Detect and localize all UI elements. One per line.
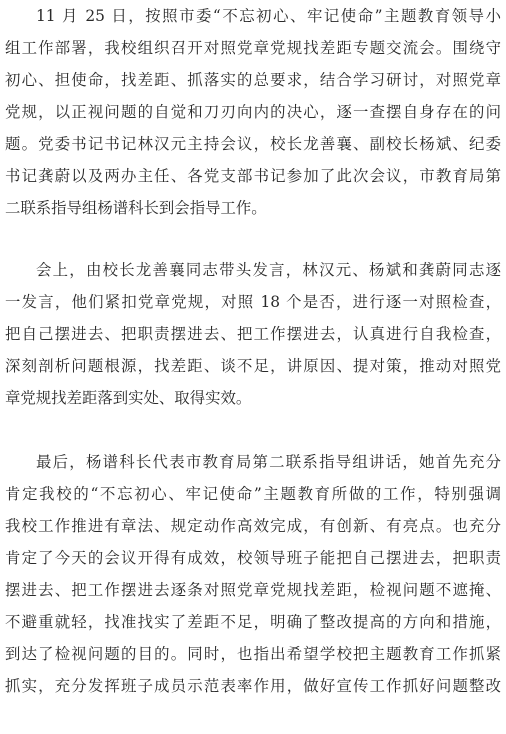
text-line: 深刻剖析问题根源，找差距、谈不足，讲原因、提对策，推动对照党 bbox=[5, 357, 501, 375]
text-line: 把自己摆进去、把职责摆进去、把工作摆进去，认真进行自我检查， bbox=[5, 325, 501, 343]
text-line: 抓实，充分发挥班子成员示范表率作用，做好宣传工作抓好问题整改 bbox=[5, 677, 501, 695]
text-line: 到达了检视问题的目的。同时，也指出希望学校把主题教育工作抓紧 bbox=[5, 645, 501, 663]
text-line: 会上，由校长龙善襄同志带头发言，林汉元、杨斌和龚蔚同志逐 bbox=[36, 261, 501, 279]
text-line: 11 月 25 日，按照市委“不忘初心、牢记使命”主题教育领导小 bbox=[36, 7, 501, 25]
text-line: 最后，杨谱科长代表市教育局第二联系指导组讲话，她首先充分 bbox=[36, 453, 501, 471]
paragraph-speeches bbox=[5, 254, 501, 414]
text-line: 题。党委书记书记林汉元主持会议，校长龙善襄、副校长杨斌、纪委 bbox=[5, 135, 501, 153]
text-line: 初心、担使命，找差距、抓落实的总要求，结合学习研讨，对照党章 bbox=[5, 71, 501, 89]
text-line: 不避重就轻，找准找实了差距不足，明确了整改提高的方向和措施， bbox=[5, 613, 501, 631]
text-line: 章党规找差距落到实处、取得实效。 bbox=[5, 389, 252, 407]
paragraph-meeting-intro bbox=[5, 0, 501, 224]
text-line: 一发言，他们紧扣党章党规，对照 18 个是否，进行逐一对照检查， bbox=[5, 293, 501, 311]
text-line: 我校工作推进有章法、规定动作高效完成，有创新、有亮点。也充分 bbox=[5, 517, 501, 535]
text-line: 书记龚蔚以及两办主任、各党支部书记参加了此次会议，市教育局第 bbox=[5, 167, 501, 185]
text-line: 肯定了今天的会议开得有成效，校领导班子能把自己摆进去，把职责 bbox=[5, 549, 501, 567]
text-line: 组工作部署，我校组织召开对照党章党规找差距专题交流会。围绕守 bbox=[5, 39, 501, 57]
text-line: 摆进去、把工作摆进去逐条对照党章党规找差距，检视问题不遮掩、 bbox=[5, 581, 501, 599]
text-line: 二联系指导组杨谱科长到会指导工作。 bbox=[5, 199, 267, 217]
text-line: 党规，以正视问题的自觉和刀刃向内的决心，逐一查摆自身存在的问 bbox=[5, 103, 501, 121]
text-line: 肯定我校的“不忘初心、牢记使命”主题教育所做的工作，特别强调 bbox=[5, 485, 501, 503]
paragraph-guidance-remarks bbox=[5, 446, 501, 702]
